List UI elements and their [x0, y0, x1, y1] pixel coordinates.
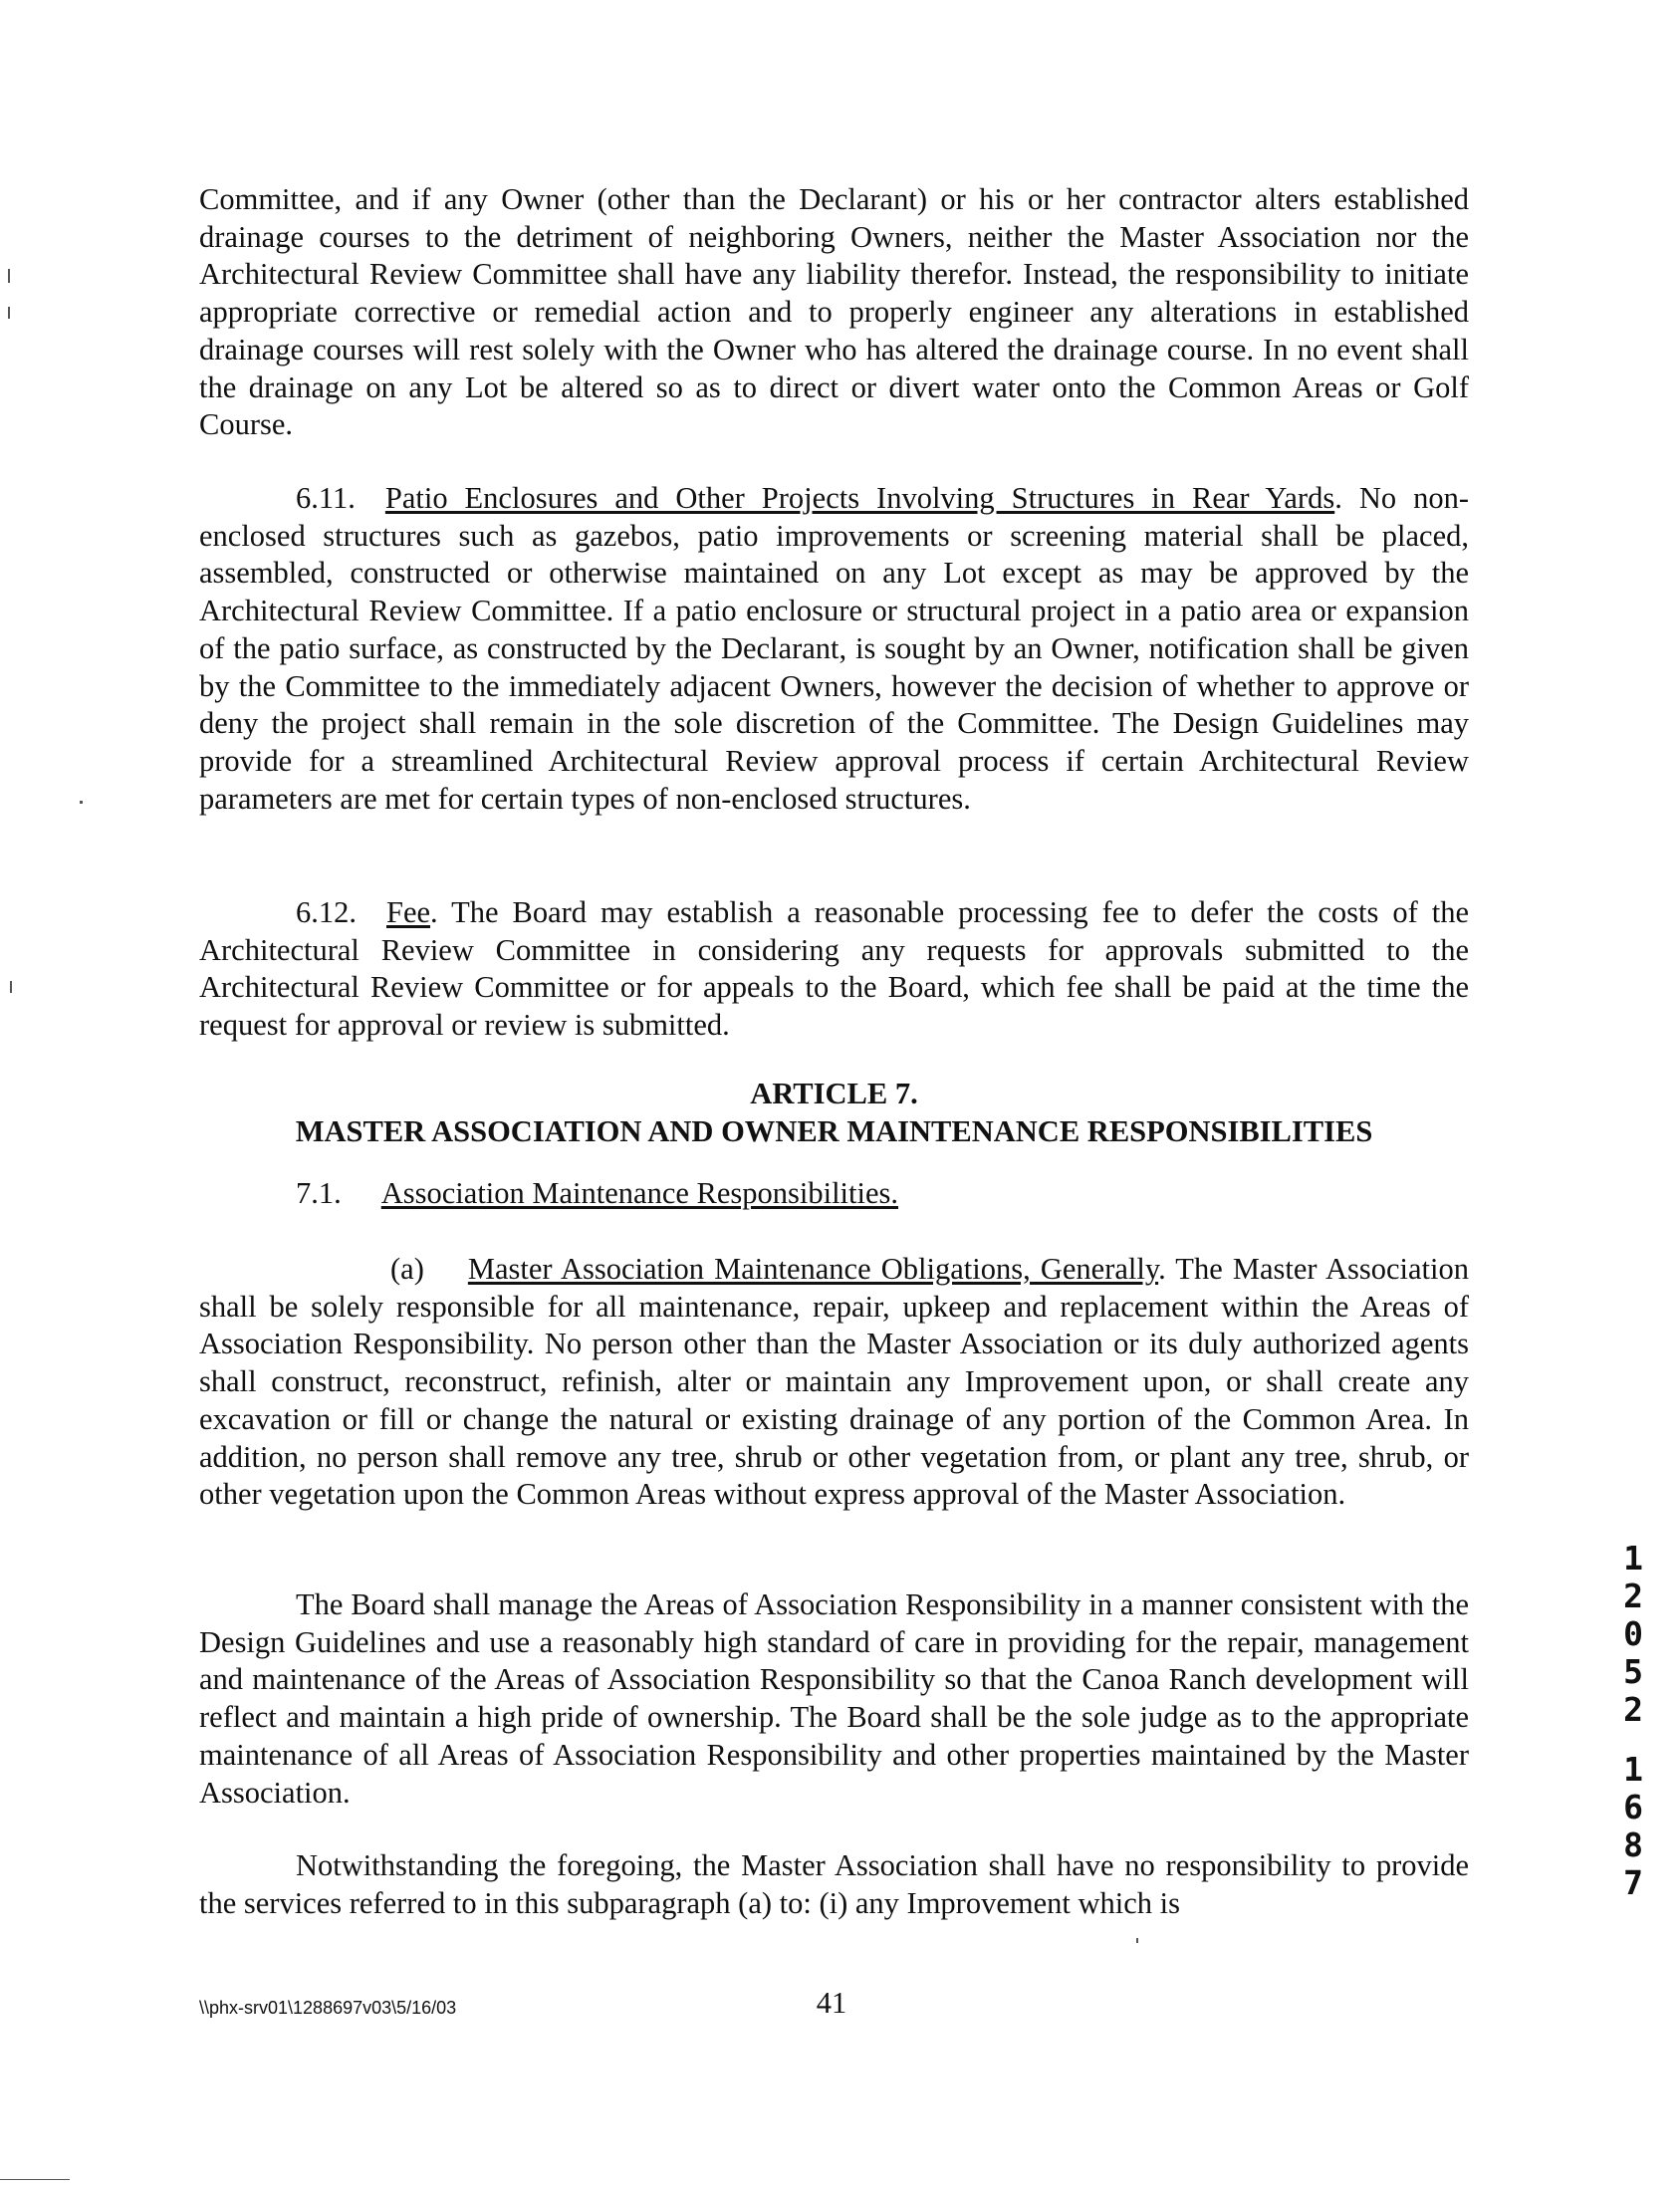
section-7-1-number: 7.1. [296, 1176, 342, 1210]
subsection-a-body: . The Master Association shall be solely responsible for all maintenance, repair, upkeep and replacement within the Areas of Association Responsibility. No person other than the Master Association or its duly authorized agents shall construct, reconstruct, refinish, alter or maintain any Improvement upon, or shall create any excavation or fill or change the natural or existing drainage of any portion of the Common Area. In addition, no person shall remove any tree, shrub or other vegetation from, or plant any tree, shrub, or other vegetation upon the Common Areas without express approval of the Master Association. [199, 1252, 1469, 1512]
stamp-digit: 2 [1623, 1577, 1643, 1615]
stamp-digit: 8 [1623, 1825, 1643, 1864]
section-6-11-body: . No non-enclosed structures such as gazebos, patio improvements or screening material shall be placed, assembled, constructed or otherwise maintained on any Lot except as may be approved by the Architectural Review Committee. If a patio enclosure or structural project in a patio area or expansion of the patio surface, as constructed by the Declarant, is sought by an Owner, notification shall be given by the Committee to the immediately adjacent Owners, however the decision of whether to approve or deny the project shall remain in the sole discretion of the Committee. The Design Guidelines may provide for a streamlined Architectural Review approval process if certain Architectural Review parameters are met for certain types of non-enclosed structures. [199, 481, 1469, 816]
page-number: 41 [816, 1986, 847, 2020]
scan-speck [80, 801, 83, 804]
subsection-a-label: (a) [390, 1252, 424, 1286]
section-6-11-number: 6.11. [296, 481, 356, 515]
stamp-digit: 2 [1623, 1690, 1643, 1729]
section-6-12-title: Fee [386, 895, 431, 929]
section-7-1-title: Association Maintenance Responsibilities. [380, 1176, 899, 1210]
section-6-12-body: . The Board may establish a reasonable processing fee to defer the costs of the Architectural Review Committee in considering any requests for approvals submitted to the Architectural Review Committee or for appeals to the Board, which fee shall be paid at the time the request for approval or review is submitted. [199, 895, 1469, 1043]
scan-speck [10, 981, 12, 993]
paragraph-notwithstanding: Notwithstanding the foregoing, the Master Association shall have no responsibility to provide the services referred to in this subparagraph (a) to: (i) any Improvement which is [199, 1848, 1469, 1920]
paragraph-board: The Board shall manage the Areas of Association Responsibility in a manner consistent with the Design Guidelines and use a reasonably high standard of care in providing for the repair, management and maintenance of the Areas of Association Responsibility so that the Canoa Ranch development will reflect and maintain a high pride of ownership. The Board shall be the sole judge as to the appropriate maintenance of all Areas of Association Responsibility and other properties maintained by the Master Association. [199, 1587, 1469, 1810]
stamp-digit: 0 [1623, 1614, 1643, 1653]
stamp-digit: 5 [1623, 1652, 1643, 1691]
article-title: MASTER ASSOCIATION AND OWNER MAINTENANCE RESPONSIBILITIES [295, 1114, 1373, 1148]
stamp-digit: 1 [1623, 1539, 1643, 1578]
recording-stamp-group-2 [1613, 1751, 1653, 1902]
article-number: ARTICLE 7. [750, 1077, 918, 1110]
scan-speck [8, 307, 10, 319]
stamp-digit: 6 [1623, 1788, 1643, 1826]
scan-speck [1136, 1938, 1138, 1943]
footer-document-path: \\phx-srv01\1288697v03\5/16/03 [199, 1998, 457, 2018]
scan-edge-line [0, 2179, 70, 2180]
section-6-12 [199, 894, 1469, 1045]
section-7-1 [296, 1175, 898, 1213]
subsection-a [199, 1251, 1469, 1514]
stamp-digit: 7 [1623, 1863, 1643, 1902]
paragraph-drainage: Committee, and if any Owner (other than the Declarant) or his or her contractor alters established drainage courses to the detriment of neighboring Owners, neither the Master Association nor the Architectural Review Committee shall have any liability therefor. Instead, the responsibility to initiate appropriate corrective or remedial action and to properly engineer any alterations in established drainage courses will rest solely with the Owner who has altered the drainage course. In no event shall the drainage on any Lot be altered so as to direct or divert water onto the Common Areas or Golf Course. [199, 182, 1469, 442]
section-6-12-number: 6.12. [296, 895, 357, 929]
recording-stamp-group-1 [1613, 1540, 1653, 1729]
stamp-digit: 1 [1623, 1750, 1643, 1789]
subsection-a-title: Master Association Maintenance Obligations, Generally [467, 1252, 1159, 1286]
scan-speck [8, 269, 10, 283]
section-6-11-title: Patio Enclosures and Other Projects Involving Structures in Rear Yards [384, 481, 1335, 515]
section-6-11 [199, 480, 1469, 818]
